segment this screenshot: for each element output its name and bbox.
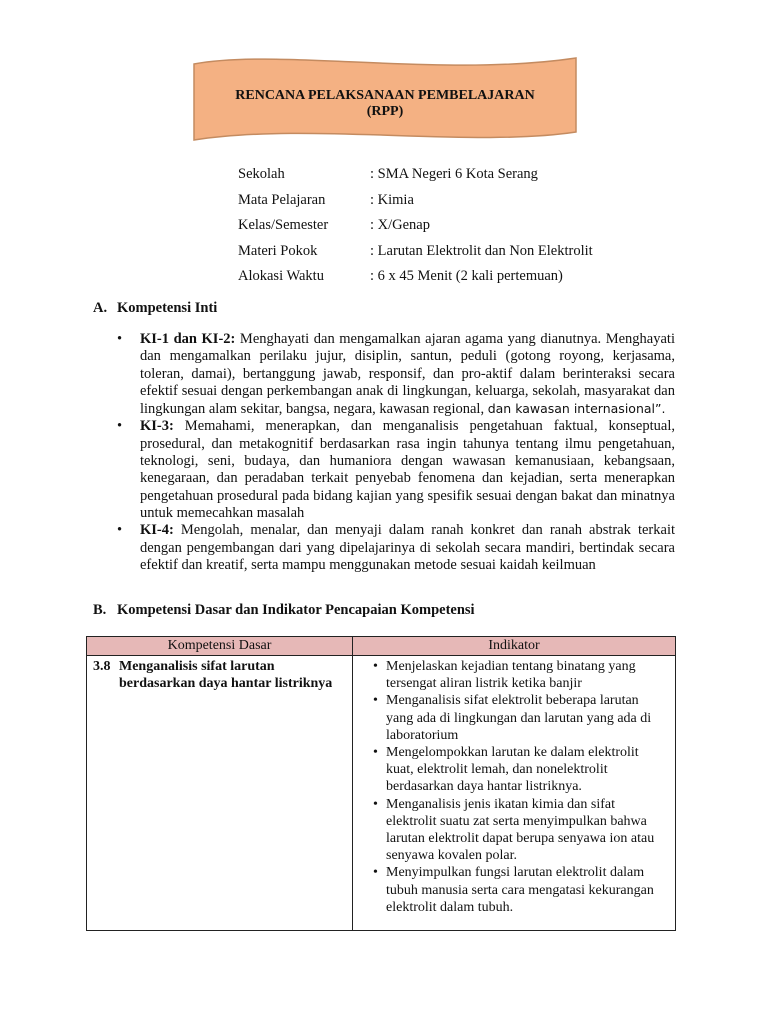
- info-label: Mata Pelajaran: [238, 191, 326, 208]
- info-value: : SMA Negeri 6 Kota Serang: [370, 166, 538, 182]
- header-kompetensi-dasar: Kompetensi Dasar: [87, 637, 353, 656]
- bullet-icon: •: [117, 331, 123, 347]
- document-title-line2: (RPP): [366, 104, 404, 119]
- info-value: : Kimia: [370, 191, 414, 208]
- kompetensi-dasar-table: [86, 636, 676, 931]
- section-title: Kompetensi Inti: [117, 300, 218, 316]
- kompetensi-inti-list: [117, 331, 675, 574]
- section-a-heading: [93, 300, 217, 317]
- ki-text: Mengolah, menalar, dan menyaji dalam ranah konkret dan ranah abstrak terkait dengan pengembangan dari yang dipelajarinya di sekolah secara mandiri, bertindak secara efektif dan kreatif, serta mampu menggunakan metode sesuai kaidah keilmuan: [140, 522, 675, 573]
- indikator-list: [353, 656, 675, 930]
- ki-label: KI-1 dan KI-2:: [140, 331, 236, 347]
- info-row-materi-pokok: [238, 241, 593, 267]
- indikator-text: Menjelaskan kejadian tentang binatang yang tersengat aliran listrik ketika banjir: [386, 659, 636, 692]
- indikator-cell: [353, 656, 676, 931]
- ki-label: KI-4:: [140, 522, 174, 539]
- section-b-heading: [93, 602, 475, 619]
- kd-number: 3.8: [93, 659, 111, 674]
- kd-text: Menganalisis sifat larutan berdasarkan daya hantar listriknya: [119, 659, 333, 691]
- info-row-sekolah: [238, 164, 593, 190]
- identity-info: [238, 164, 593, 292]
- list-item: [117, 522, 675, 574]
- info-label: Materi Pokok: [238, 242, 318, 259]
- ki-label: KI-3:: [140, 418, 174, 435]
- indikator-text: Menganalisis jenis ikatan kimia dan sifat elektrolit suatu zat serta menyimpulkan bahwa larutan elektrolit dapat berupa senyawa ion atau senyawa kovalen polar.: [386, 796, 655, 864]
- list-item: [373, 744, 669, 796]
- ki-text-tail: dan kawasan internasional”.: [487, 401, 666, 417]
- bullet-icon: •: [117, 418, 123, 435]
- table-header-row: [87, 637, 676, 656]
- info-row-mata-pelajaran: [238, 190, 593, 216]
- ki-text: Memahami, menerapkan, dan menganalisis pengetahuan faktual, konseptual, prosedural, dan metakognitif berdasarkan rasa ingin tahunya tentang ilmu pengetahuan, teknologi, seni, budaya, dan humaniora dengan wawasan kemanusiaan, kebangsaan, kenegaraan, dan peradaban terkait penyebab fenomena dan kejadian, serta menerapkan pengetahuan prosedural pada bidang kajian yang spesifik sesuai dengan bakat dan minatnya untuk memecahkan masalah: [140, 418, 675, 521]
- table-row: [87, 656, 676, 931]
- document-title: [190, 88, 580, 120]
- info-value: : Larutan Elektrolit dan Non Elektrolit: [370, 242, 593, 259]
- bullet-icon: •: [373, 693, 378, 709]
- bullet-icon: •: [373, 796, 378, 812]
- info-row-alokasi-waktu: [238, 266, 593, 292]
- section-letter: B.: [93, 602, 107, 618]
- list-item: [373, 658, 669, 692]
- info-value: : 6 x 45 Menit (2 kali pertemuan): [370, 268, 563, 284]
- list-item: [373, 692, 669, 744]
- bullet-icon: •: [117, 522, 123, 539]
- kd-cell: [87, 656, 353, 931]
- indikator-text: Menganalisis sifat elektrolit beberapa larutan yang ada di lingkungan dan larutan yang ada di laboratorium: [386, 693, 652, 743]
- bullet-icon: •: [373, 865, 378, 881]
- bullet-icon: •: [373, 745, 378, 761]
- list-item: [373, 796, 669, 865]
- header-indikator: Indikator: [353, 637, 676, 656]
- info-label: Kelas/Semester: [238, 217, 329, 233]
- section-letter: A.: [93, 300, 108, 316]
- section-title: Kompetensi Dasar dan Indikator Pencapaian Kompetensi: [117, 602, 475, 618]
- info-label: Alokasi Waktu: [238, 268, 324, 284]
- indikator-text: Mengelompokkan larutan ke dalam elektrolit kuat, elektrolit lemah, dan nonelektrolit berdasarkan daya hantar listriknya.: [386, 745, 639, 795]
- list-item: [373, 864, 669, 916]
- info-label: Sekolah: [238, 166, 285, 182]
- document-title-line1: RENCANA PELAKSANAAN PEMBELAJARAN: [235, 88, 535, 103]
- info-row-kelas-semester: [238, 215, 593, 241]
- ki-text: Menghayati dan mengamalkan ajaran agama yang dianutnya. Menghayati dan mengamalkan perilaku jujur, disiplin, santun, peduli (gotong royong, kerjasama, toleran, damai), bertanggung jawab, responsif, dan pro-aktif dalam berinteraksi secara efektif sesuai dengan perkembangan anak di lingkungan, keluarga, sekolah, masyarakat dan lingkungan alam sekitar, bangsa, negara, kawasan regional,: [140, 331, 675, 418]
- list-item: [117, 331, 675, 418]
- list-item: [117, 418, 675, 522]
- bullet-icon: •: [373, 659, 378, 674]
- title-banner: [190, 52, 580, 144]
- info-value: : X/Genap: [370, 217, 430, 233]
- indikator-text: Menyimpulkan fungsi larutan elektrolit dalam tubuh manusia serta cara mengatasi kekurangan elektrolit dalam tubuh.: [386, 865, 654, 915]
